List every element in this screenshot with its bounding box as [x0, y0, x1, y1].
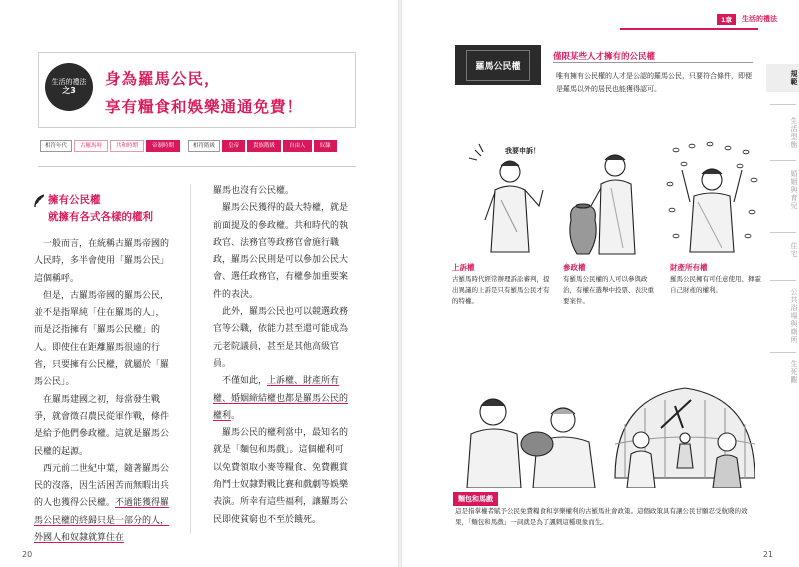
bread-caption-title: 麵包和馬戲 [453, 492, 498, 506]
property-text: 羅馬公民擁有可任意使用、揮霍自己財產的權利。 [670, 275, 761, 294]
sidebar-item: 生活型態 [790, 117, 798, 149]
header-divider [38, 166, 356, 167]
page-title-line1: 身為羅馬公民， [105, 70, 221, 88]
subhead-line2: 就擁有各式各樣的權利 [48, 211, 153, 223]
chapter-title: 生活的禮法 [742, 15, 777, 23]
sidebar-separator [770, 352, 796, 353]
page-title-line2: 享有糧食和娛樂通通免費！ [105, 98, 304, 116]
paragraph: 但是，古羅馬帝國的羅馬公民，並不是指單純「住在羅馬的人」，而是泛指擁有「羅馬公民權」的人。即使住在距離羅馬很遠的行省，只要擁有公民權，就屬於「羅馬公民」。 [34, 290, 170, 388]
intro-title: 僅限某些人才擁有的公民權 [553, 52, 656, 62]
body-column-1 [34, 236, 170, 547]
paragraph [34, 461, 170, 547]
era-row [40, 139, 180, 153]
sidebar-item: 公共浴場與廁所 [790, 288, 798, 344]
property-illustration [662, 140, 762, 258]
vote-illustration [565, 148, 655, 258]
paragraph-text: 不僅如此， [222, 376, 268, 387]
appeal-title: 上訴權 [452, 263, 475, 272]
paragraph: 羅馬也沒有公民權。 [213, 186, 295, 196]
sidebar-separator [770, 104, 796, 105]
class-row [188, 139, 337, 153]
bread-and-circuses-illustration [455, 378, 755, 488]
paragraph: 羅馬公民的權利當中，最知名的就是「麵包和馬戲」。這個權利可以免費領取小麥等糧食、免費觀賞角鬥士奴隸對戰比賽和戲劇等娛樂表演。所幸有這些福利，讓羅馬公民即使貧窮也不至於餓死。 [213, 428, 349, 525]
badge-number: 之3 [62, 86, 76, 96]
appeal-illustration [455, 140, 555, 255]
chapter-header [717, 12, 777, 26]
class-chip: 皇帝 [222, 140, 245, 152]
speech-bubble: 我要申訴！ [505, 146, 540, 155]
paragraph: 此外，羅馬公民也可以競選政務官等公職，依能力甚至還可能成為元老院議員，甚至是其他高級官員。 [213, 307, 349, 369]
left-page [0, 0, 399, 567]
class-chip: 奴隸 [314, 140, 337, 152]
era-chip: 古羅馬時 [74, 140, 108, 152]
section-heading-box [455, 45, 541, 85]
subhead-line1: 擁有公民權 [48, 194, 101, 206]
sidebar-separator [770, 280, 796, 281]
underlined-text: 不過能獲得羅馬公民權的終歸只是一部分的人，外國人和奴隸就算住在 [34, 498, 170, 544]
section-badge [45, 63, 93, 111]
paragraph: 羅馬公民獲得的最大特權，就是前面提及的參政權。共和時代的執政官、法務官等政務官會施行職政，羅馬公民則是可以參加公民大會、選任政務官，有權參加重要案件的表決。 [213, 203, 349, 300]
sidebar-separator [770, 232, 796, 233]
column-divider [190, 184, 191, 534]
property-title: 財產所有權 [670, 263, 708, 272]
vote-title: 參政權 [563, 263, 586, 272]
intro-text: 唯有擁有公民權的人才是公認的羅馬公民，只要符合條件，即便是羅馬以外的居民也能獲得認可。 [556, 72, 752, 93]
paragraph: 一般而言，在統稱古羅馬帝國的人民時，多半會使用「羅馬公民」這個稱呼。 [34, 239, 170, 284]
paragraph-text: 。 [231, 410, 241, 421]
class-chip: 貴族階級 [247, 140, 281, 152]
paragraph: 在羅馬建國之初，每當發生戰爭，就會徵召農民從軍作戰，條件是給予他們參政權。這就是羅馬公民權的起源。 [34, 394, 170, 457]
body-column-2 [213, 183, 350, 529]
class-chip: 自由人 [283, 140, 312, 152]
era-label: 相符年代 [40, 140, 72, 152]
paragraph [213, 373, 350, 425]
bread-caption-text: 這是指掌權者賦予公民免費糧食和享樂權利的古羅馬社會政策。這個政策具有讓公民甘願忍受航賤的效果，「麵包和馬戲」一詞就是為了諷刺這種現象而生。 [455, 507, 748, 526]
appeal-text: 古羅馬時代經常辦理訴訟審判，提出異議的上訴是只有羅馬公民才有的特權。 [452, 275, 550, 305]
chapter-chip: 1章 [717, 14, 736, 25]
underlined-text: 上訴權、財產所有權、婚姻締結權也都是羅馬公民的權利 [213, 376, 349, 421]
badge-label: 生活的禮法 [51, 77, 87, 86]
page-number: 20 [22, 550, 33, 559]
laurel-icon [32, 194, 46, 208]
intro-rule [553, 62, 753, 63]
sidebar-item: 生死觀 [790, 360, 798, 384]
paragraph-text: 西元前二世紀中葉，隨著羅馬公民的沒落，因生活困苦而無暇出兵的人也獲得公民權。 [34, 463, 170, 509]
section-heading: 羅馬公民權 [466, 50, 529, 81]
chapter-rule [620, 28, 758, 30]
class-label: 相符階級 [188, 140, 220, 152]
book-spine [398, 0, 402, 567]
era-chip-active: 帝制時期 [146, 140, 180, 152]
vote-text: 有羅馬公民權的人可以參與政治，有權在選舉中投票、表決重要案件。 [563, 275, 654, 305]
chapter-index-sidebar [766, 42, 799, 492]
sidebar-item: 婚姻與育兒 [790, 170, 798, 210]
title-box [38, 52, 356, 128]
sidebar-item: 住宅 [790, 242, 798, 258]
page-number: 21 [762, 550, 773, 559]
era-chip: 共和時期 [110, 140, 144, 152]
sidebar-separator [770, 160, 796, 161]
sidebar-item-active: 規範 [766, 64, 799, 92]
